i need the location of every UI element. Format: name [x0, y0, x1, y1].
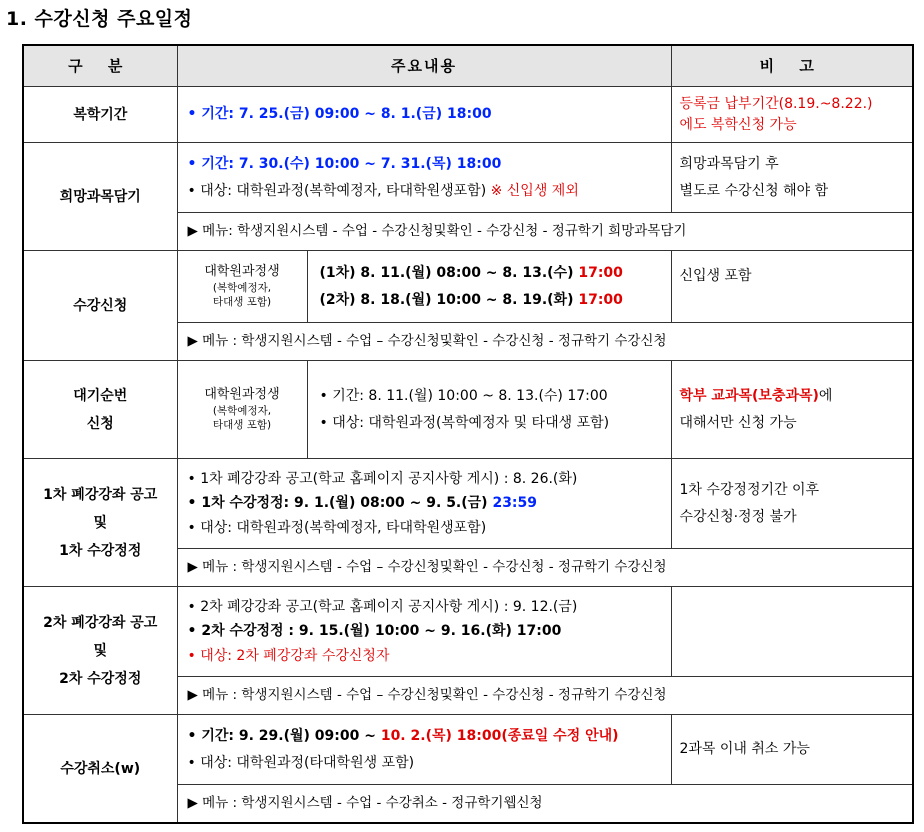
note-text: 대해서만 신청 가능 — [679, 414, 797, 431]
target-text: • 대상: 대학원과정(복학예정자, 타대학원생포함) — [187, 519, 487, 536]
table-row: 수강신청 대학원과정생 (복학예정자, 타대생 포함) (1차) 8. 11.(월) 08:00 ~ 8. 13.(수) 17:00 (2차) 8. 18.(월) 10:00 ~ 8. 19.(화) 17:00 신입생 포함 — [23, 251, 913, 323]
target-text: • 대상: 대학원과정(복학예정자 및 타대생 포함) — [319, 414, 610, 431]
menu-path: ▶ 메뉴 : 학생지원시스템 - 수업 – 수강신청및확인 - 수강신청 - 정규학기 수강신청 — [177, 323, 913, 361]
page-title: 1. 수강신청 주요일정 — [6, 8, 193, 30]
header-category: 구 분 — [23, 45, 177, 87]
row-category: 2차 폐강강좌 공고 및 2차 수강정정 — [23, 587, 177, 715]
table-row: 대기순번 신청 대학원과정생 (복학예정자, 타대생 포함) • 기간: 8. 11.(월) 10:00 ~ 8. 13.(수) 17:00 • 대상: 대학원과정(복학예정자 및 타대생 포함) 학부 교과목(보충과목)에 대해서만 신청 가능 — [23, 361, 913, 459]
note-text: 수강신청·정정 불가 — [679, 508, 797, 525]
target-text: • 대상: 대학원과정(복학예정자, 타대학원생포함) — [187, 182, 487, 199]
row-category: 복학기간 — [23, 87, 177, 143]
header-row — [23, 45, 913, 87]
period-text: • 기간: 8. 11.(월) 10:00 ~ 8. 13.(수) 17:00 — [319, 387, 608, 404]
table-row: 수강취소(w) • 기간: 9. 29.(월) 09:00 ~ 10. 2.(목) 18:00(종료일 수정 안내) • 대상: 대학원과정(타대학원생 포함) 2과목 이내 취소 가능 — [23, 715, 913, 785]
period-text: • 1차 수강정정: 9. 1.(월) 08:00 ~ 9. 5.(금) — [187, 495, 493, 512]
target-group: 대학원과정생 (복학예정자, 타대생 포함) — [177, 361, 307, 459]
period-text: • 2차 수강정정 : 9. 15.(월) 10:00 ~ 9. 16.(화) 17:00 — [187, 623, 562, 640]
row-category: 1차 폐강강좌 공고 및 1차 수강정정 — [23, 459, 177, 587]
note-text: 신입생 포함 — [671, 251, 913, 323]
menu-path: ▶ 메뉴 : 학생지원시스템 - 수업 - 수강취소 - 정규학기웹신청 — [177, 785, 913, 824]
note-text: 희망과목담기 후 — [679, 155, 779, 172]
note-text: 2과목 이내 취소 가능 — [671, 715, 913, 785]
notice-text: • 2차 폐강강좌 공고(학교 홈페이지 공지사항 게시) : 9. 12.(금) — [187, 598, 578, 615]
note-highlight: 학부 교과목(보충과목) — [679, 387, 819, 404]
schedule-table — [22, 44, 914, 824]
table-row — [23, 143, 913, 213]
note-empty — [671, 587, 913, 677]
menu-path: ▶ 메뉴 : 학생지원시스템 - 수업 – 수강신청및확인 - 수강신청 - 정규학기 수강신청 — [177, 677, 913, 715]
round2-text: (2차) 8. 18.(월) 10:00 ~ 8. 19.(화) — [319, 291, 579, 308]
table-row — [23, 587, 913, 677]
menu-path: ▶ 메뉴: 학생지원시스템 - 수업 - 수강신청및확인 - 수강신청 - 정규학기 희망과목담기 — [177, 213, 913, 251]
target-group: 대학원과정생 (복학예정자, 타대생 포함) — [177, 251, 307, 323]
period-text: • 기간: 7. 30.(수) 10:00 ~ 7. 31.(목) 18:00 — [187, 155, 502, 172]
table-row: 1차 폐강강좌 공고 및 1차 수강정정 • 1차 폐강강좌 공고(학교 홈페이지 공지사항 게시) : 8. 26.(화) • 1차 수강정정: 9. 1.(월) 08:00 ~ 9. 5.(금) 23:59 • 대상: 대학원과정(복학예정자, 타대학원생포함) 1차 수강정정기간 이후 수강신청·정정 불가 — [23, 459, 913, 549]
exclusion-text: ※ 신입생 제외 — [486, 182, 579, 199]
note-text: 에도 복학신청 가능 — [679, 116, 797, 133]
note-text: 등록금 납부기간(8.19.~8.22.) — [679, 96, 873, 113]
period-text: • 기간: 9. 29.(월) 09:00 ~ — [187, 727, 381, 744]
period-text: • 기간: 7. 25.(금) 09:00 ~ 8. 1.(금) 18:00 — [187, 106, 492, 123]
note-text: 별도로 수강신청 해야 함 — [679, 182, 829, 199]
row-category: 수강취소(w) — [23, 715, 177, 824]
row-category: 대기순번 신청 — [23, 361, 177, 459]
table-row — [23, 87, 913, 143]
menu-path: ▶ 메뉴 : 학생지원시스템 - 수업 – 수강신청및확인 - 수강신청 - 정규학기 수강신청 — [177, 549, 913, 587]
note-text: 1차 수강정정기간 이후 — [679, 481, 820, 498]
round1-text: (1차) 8. 11.(월) 08:00 ~ 8. 13.(수) — [319, 264, 579, 281]
target-text: • 대상: 2차 폐강강좌 수강신청자 — [187, 647, 390, 664]
header-note: 비 고 — [671, 45, 913, 87]
header-content: 주요내용 — [177, 45, 671, 87]
target-text: • 대상: 대학원과정(타대학원생 포함) — [187, 754, 415, 771]
row-category: 희망과목담기 — [23, 143, 177, 251]
row-category: 수강신청 — [23, 251, 177, 361]
notice-text: • 1차 폐강강좌 공고(학교 홈페이지 공지사항 게시) : 8. 26.(화) — [187, 470, 578, 487]
